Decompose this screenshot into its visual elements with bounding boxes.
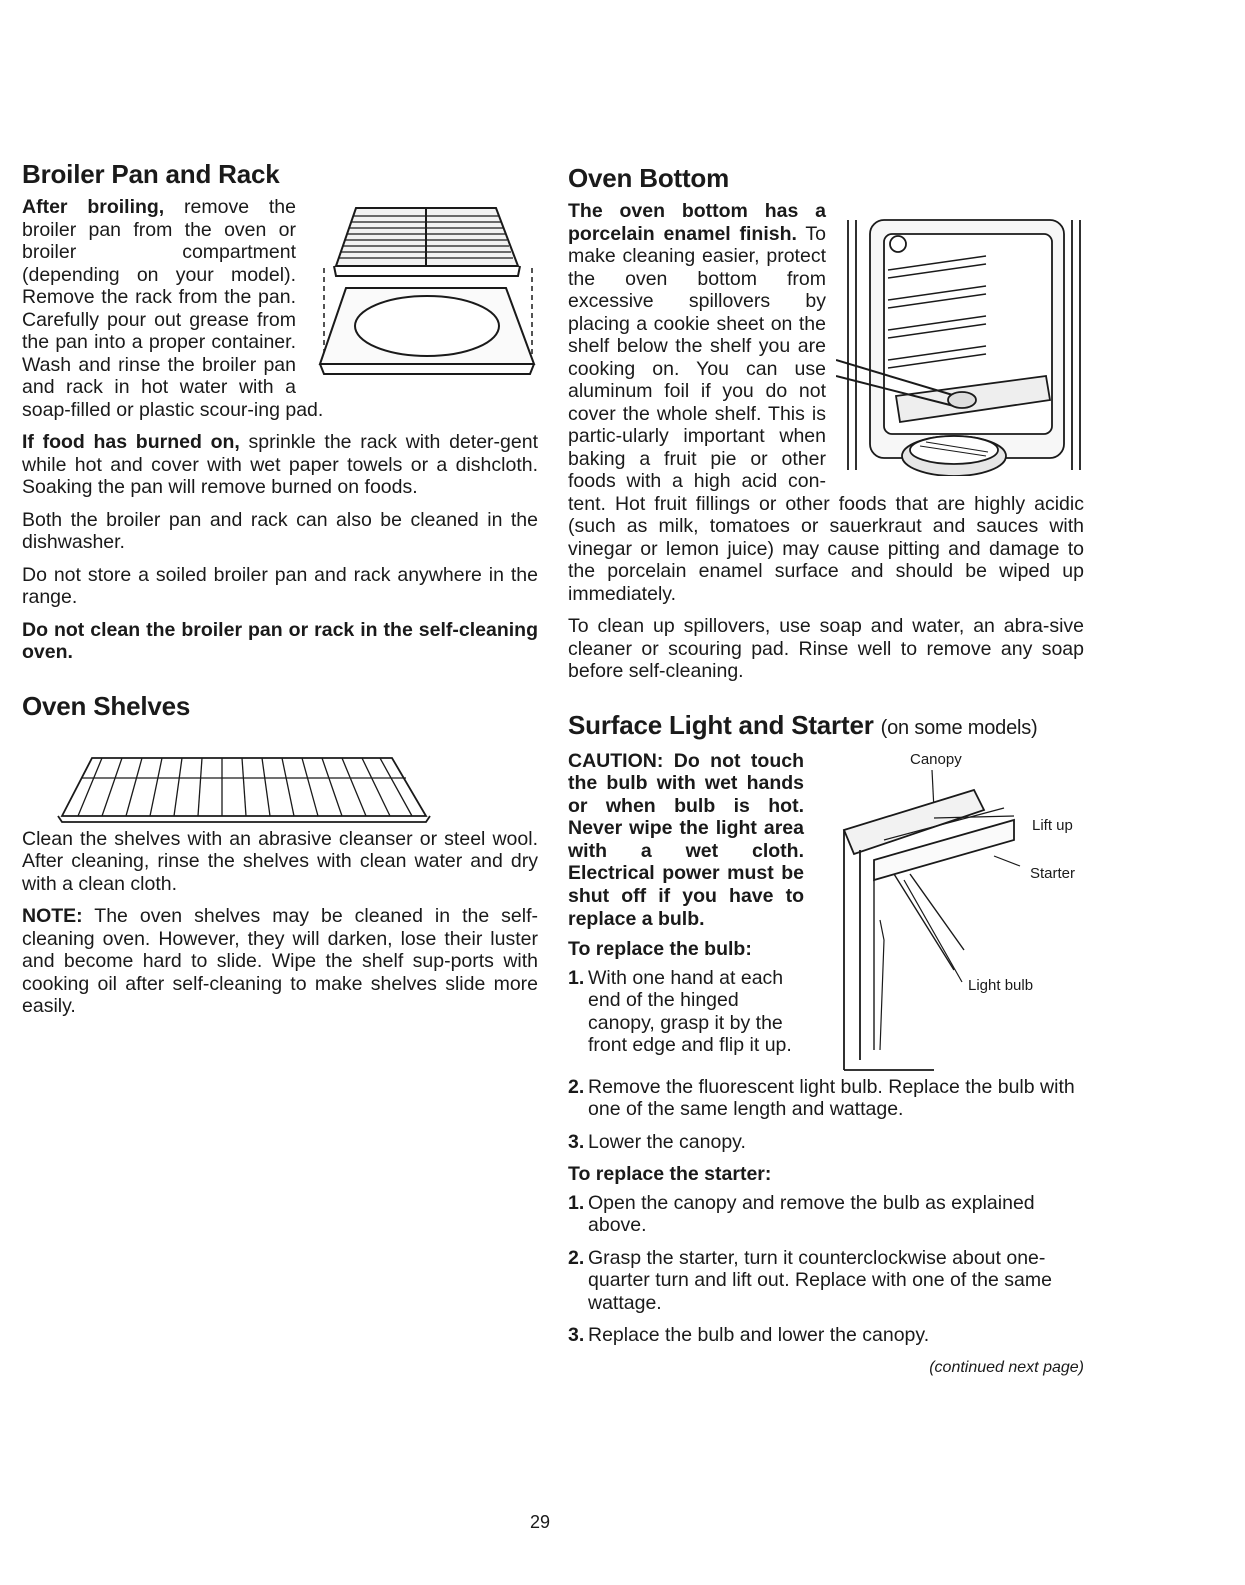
broiler-para-4: Do not store a soiled broiler pan and rack anywhere in the range.: [22, 563, 538, 608]
broiler-para-2-lead: If food has burned on,: [22, 431, 240, 453]
shelves-title: Oven Shelves: [22, 690, 191, 721]
figure-label-starter: Starter: [1030, 864, 1076, 882]
broiler-warning: Do not clean the broiler pan or rack in the self-cleaning oven.: [22, 618, 538, 663]
step-number: 3.: [568, 1324, 585, 1346]
replace-starter-steps: [568, 1192, 1084, 1347]
step-text: Grasp the starter, turn it counterclockwise about one-quarter turn and lift out. Replace with one of the same wattage.: [588, 1246, 1052, 1314]
replace-bulb-heading: To replace the bulb:: [568, 938, 752, 961]
broiler-para-2-text: sprinkle the rack with deter-gent while hot and cover with wet paper towels or a dishcloth. Soaking the pan will remove burned on foods.: [22, 431, 538, 498]
surface-light-title-sub: (on some models): [880, 716, 1038, 739]
oven-bottom-para-2: To clean up spillovers, use soap and water, an abra-sive cleaner or scouring pad. Rinse well to remove any soap before self-cleaning.: [568, 615, 1084, 682]
step-text: Open the canopy and remove the bulb as explained above.: [588, 1191, 1035, 1236]
list-item: [568, 1076, 1084, 1121]
replace-starter-heading: To replace the starter:: [568, 1163, 772, 1185]
left-column: [22, 158, 538, 1028]
figure-label-lift-up: Lift up: [1032, 816, 1073, 834]
caution-text: CAUTION: Do not touch the bulb with wet hands or when bulb is hot. Never wipe the light area with a wet cloth. Electrical power must be shut off if you have to replace a bulb.: [568, 749, 804, 930]
surface-light-title: [568, 709, 1084, 744]
broiler-para-1-lead: After broiling,: [22, 196, 165, 218]
surface-light-title-main: Surface Light and Starter: [568, 709, 874, 740]
shelves-note-text: The oven shelves may be cleaned in the self-cleaning oven. However, they will darken, lose their luster and become hard to slide. Wipe the shelf sup-ports with cooking oil after self-cleaning to make shelves slide more easily.: [22, 905, 538, 1017]
shelves-para-1: Clean the shelves with an abrasive cleanser or steel wool. After cleaning, rinse the shelves with clean water and dry with a clean cloth.: [22, 827, 538, 895]
right-column: [568, 162, 1084, 1379]
step-number: 3.: [568, 1130, 585, 1153]
oven-shelf-illustration: [22, 728, 538, 828]
step-number: 2.: [568, 1075, 585, 1098]
list-item: [568, 1247, 1084, 1315]
broiler-para-1-text: remove the broiler pan from the oven or broiler compartment (depending on your model). Remove the rack from the pan. Carefully pour out grease from the pan into a proper container. Wash and rinse the broiler pan and rack in hot water with a soap-filled or plastic scour-ing pad.: [22, 196, 324, 421]
list-item: [568, 967, 1084, 1057]
shelves-note-label: NOTE:: [22, 905, 83, 927]
oven-bottom-para-1-text: To make cleaning easier, protect the oven bottom from excessive spillovers by placing a cookie sheet on the shelf below the shelf you are cooking on. You can use aluminum foil if you do not cover the whole shelf. This is partic-ularly important when baking a fruit pie or other foods with a high acid con-tent. Hot fruit fillings or other foods that are highly acidic (such as milk, tomatoes or sauerkraut and sauces with vinegar or lemon juice) may cause pitting and damage to the porcelain enamel surface and should be wiped up immediately.: [568, 222, 1084, 605]
step-text: Replace the bulb and lower the canopy.: [588, 1324, 930, 1346]
list-item: [568, 1324, 1084, 1347]
figure-label-canopy: Canopy: [910, 750, 962, 768]
step-number: 1.: [568, 1191, 585, 1214]
step-text: With one hand at each end of the hinged canopy, grasp it by the front edge and flip it up.: [588, 966, 792, 1057]
step-text: Remove the fluorescent light bulb. Replace the bulb with one of the same length and wattage.: [588, 1075, 1075, 1120]
oven-bottom-illustration: [836, 200, 1084, 476]
step-number: 1.: [568, 966, 585, 989]
broiler-para-3: Both the broiler pan and rack can also be cleaned in the dishwasher.: [22, 508, 538, 553]
broiler-para-2: [22, 431, 538, 499]
figure-label-light-bulb: Light bulb: [968, 976, 1034, 994]
continued-note: (continued next page): [929, 1358, 1084, 1376]
broiler-title: Broiler Pan and Rack: [22, 159, 280, 189]
broiler-pan-illustration: [306, 196, 538, 386]
page-number: 29: [530, 1512, 551, 1532]
oven-bottom-title: Oven Bottom: [568, 163, 730, 193]
list-item: [568, 1192, 1084, 1237]
oven-bottom-para-1-lead: The oven bottom has a porcelain enamel finish.: [568, 200, 826, 245]
list-item: [568, 1131, 1084, 1154]
step-text: Lower the canopy.: [588, 1130, 746, 1153]
shelves-para-2: [22, 905, 538, 1018]
step-number: 2.: [568, 1246, 585, 1269]
